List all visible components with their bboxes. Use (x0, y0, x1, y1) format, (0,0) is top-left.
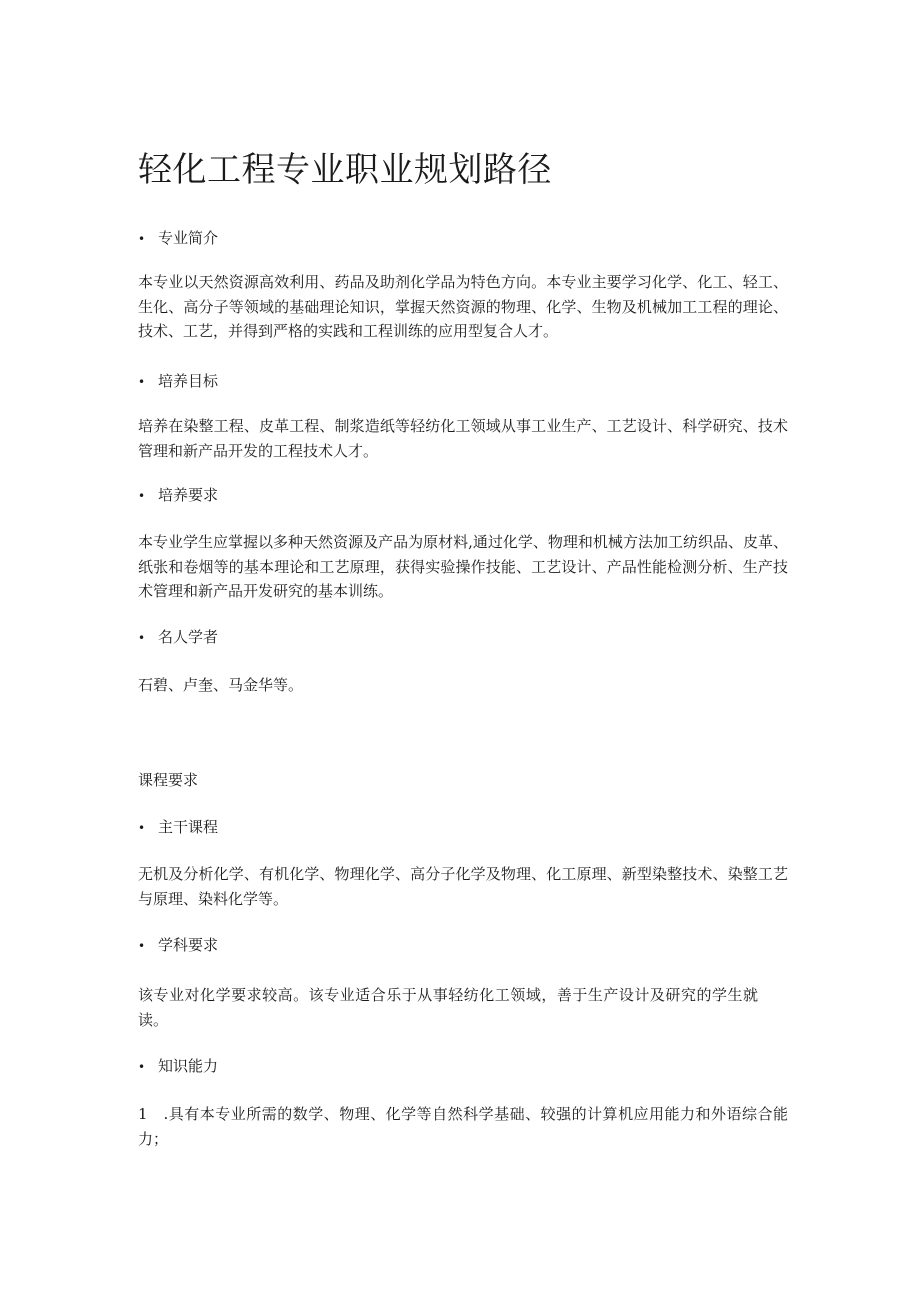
section-paragraph-core-courses: 无机及分析化学、有机化学、物理化学、高分子化学及物理、化工原理、新型染整技术、染整工艺与原理、染料化学等。 (138, 865, 788, 908)
section-heading-label: 学科要求 (158, 936, 219, 954)
bullet-icon: • (138, 821, 146, 835)
section-heading-requirements (138, 484, 218, 507)
section-paragraph-requirements: 本专业学生应掌握以多种天然资源及产品为原材料,通过化学、物理和机械方法加工纺织品、皮革、纸张和卷烟等的基本理论和工艺原理，获得实验操作技能、工艺设计、产品性能检测分析、生产技术管理和新产品开发研究的基本训练。 (138, 533, 788, 600)
bullet-icon: • (138, 1060, 146, 1074)
section-heading-scholars (138, 626, 218, 649)
section-paragraph-goals: 培养在染整工程、皮革工程、制浆造纸等轻纺化工领域从事工业生产、工艺设计、科学研究、技术管理和新产品开发的工程技术人才。 (138, 417, 788, 460)
document-title: 轻化工程专业职业规划路径 (138, 150, 552, 190)
section-heading-label: 主干课程 (158, 818, 219, 836)
section-heading-intro (138, 227, 218, 250)
section-heading-subject-requirements (138, 934, 218, 957)
course-requirements-heading: 课程要求 (138, 771, 199, 789)
bullet-icon: • (138, 232, 146, 246)
section-heading-knowledge (138, 1055, 218, 1078)
bullet-icon: • (138, 489, 146, 503)
section-heading-label: 名人学者 (158, 628, 219, 646)
bullet-icon: • (138, 631, 146, 645)
bullet-icon: • (138, 375, 146, 389)
section-heading-label: 专业简介 (158, 229, 219, 247)
section-paragraph-subject-requirements: 该专业对化学要求较高。该专业适合乐于从事轻纺化工领域，善于生产设计及研究的学生就读。 (138, 986, 758, 1029)
section-heading-label: 培养要求 (158, 486, 219, 504)
section-paragraph-intro: 本专业以天然资源高效利用、药品及助剂化学品为特色方向。本专业主要学习化学、化工、轻工、生化、高分子等领域的基础理论知识，掌握天然资源的物理、化学、生物及机械加工工程的理论、技术、工艺，并得到严格的实践和工程训练的应用型复合人才。 (138, 273, 788, 340)
section-paragraph-scholars: 石碧、卢奎、马金华等。 (138, 676, 304, 694)
section-heading-core-courses (138, 816, 218, 839)
section-paragraph-knowledge: 1 .具有本专业所需的数学、物理、化学等自然科学基础、较强的计算机应用能力和外语综合能力； (138, 1105, 788, 1148)
section-heading-goals (138, 370, 218, 393)
bullet-icon: • (138, 939, 146, 953)
section-heading-label: 知识能力 (158, 1057, 219, 1075)
section-heading-label: 培养目标 (158, 372, 219, 390)
